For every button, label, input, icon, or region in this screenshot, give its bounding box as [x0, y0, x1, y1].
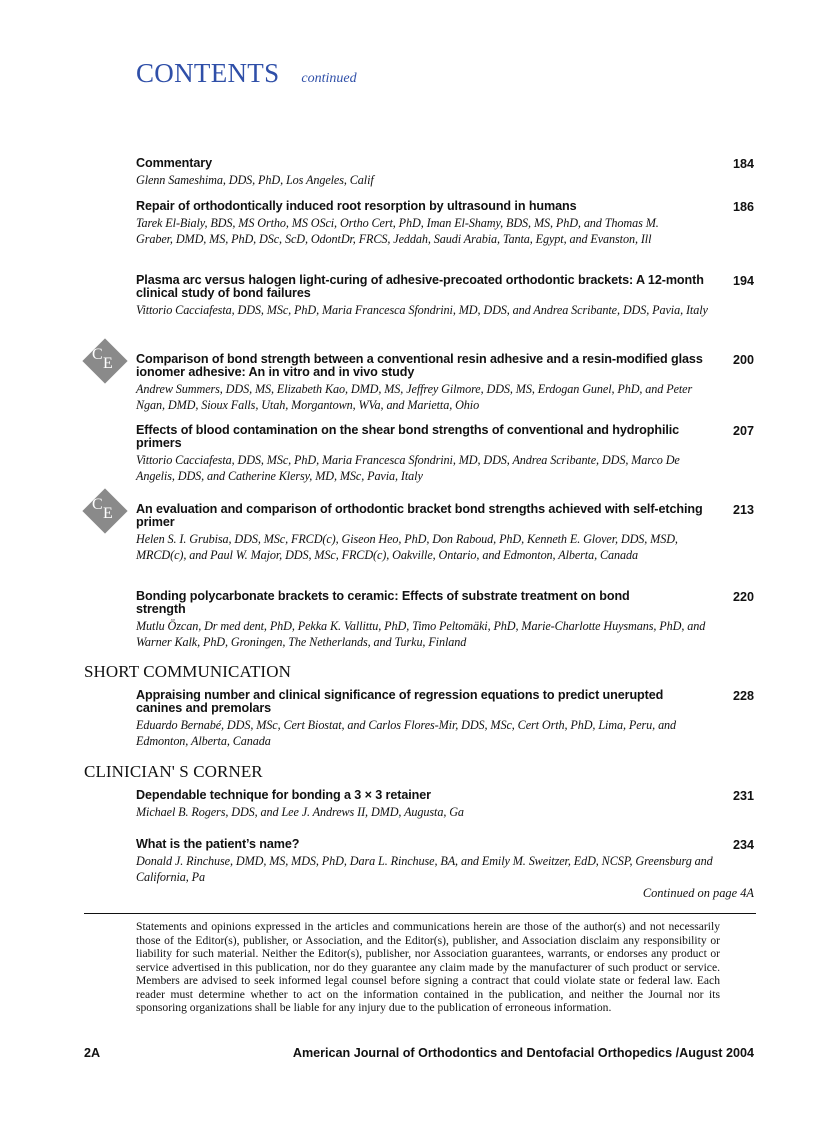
article-title[interactable]: Repair of orthodontically induced root resorption by ultrasound in humans [136, 199, 577, 213]
toc-entry[interactable] [136, 789, 756, 820]
footer-page-number: 2A [84, 1046, 101, 1060]
article-authors: Glenn Sameshima, DDS, PhD, Los Angeles, Calif [136, 173, 374, 187]
toc-entry[interactable] [136, 503, 756, 563]
page-number: 200 [732, 353, 754, 367]
article-authors: Mutlu Özcan, Dr med dent, PhD, Pekka K. Vallittu, PhD, Timo Peltomäki, PhD, Marie-Charlotte Huysmans, PhD, and Warner Kalk, PhD, Groningen, The Netherlands, and Turku, Finland [136, 619, 706, 649]
toc-entry[interactable] [136, 689, 756, 749]
footer-journal-title: American Journal of Orthodontics and Dentofacial Orthopedics /August 2004 [292, 1046, 754, 1060]
toc-entry[interactable] [136, 353, 756, 413]
page-number: 228 [732, 689, 754, 703]
section-heading-clinicians-corner: CLINICIAN' S CORNER [84, 762, 263, 781]
article-authors: Helen S. I. Grubisa, DDS, MSc, FRCD(c), Giseon Heo, PhD, Don Raboud, PhD, Kenneth E. Glover, DDS, MSD, MRCD(c), and Paul W. Major, DDS, MSc, FRCD(c), Oakville, Ontario, and Edmonton, Alberta, Canada [136, 532, 678, 562]
page-number: 207 [732, 424, 754, 438]
page-number: 186 [732, 200, 754, 214]
page-number: 194 [732, 274, 754, 288]
article-authors: Vittorio Cacciafesta, DDS, MSc, PhD, Maria Francesca Sfondrini, MD, DDS, and Andrea Scribante, DDS, Pavia, Italy [136, 303, 708, 317]
page-number: 234 [732, 838, 754, 852]
toc-entry[interactable] [136, 838, 756, 885]
ce-credit-icon: C E [82, 338, 128, 384]
article-authors: Andrew Summers, DDS, MS, Elizabeth Kao, DMD, MS, Jeffrey Gilmore, DDS, MS, Erdogan Gunel, PhD, and Peter Ngan, DMD, Sioux Falls, Utah, Morgantown, WVa, and Marietta, Ohio [136, 382, 693, 412]
article-title[interactable]: Plasma arc versus halogen light-curing of adhesive-precoated orthodontic brackets: A 12-month clinical study of bond failures [136, 273, 704, 300]
page-number: 184 [732, 157, 754, 171]
article-authors: Eduardo Bernabé, DDS, MSc, Cert Biostat, and Carlos Flores-Mir, DDS, MSc, Cert Orth, PhD, Lima, Peru, and Edmonton, Alberta, Canada [136, 718, 677, 748]
article-authors: Donald J. Rinchuse, DMD, MS, MDS, PhD, Dara L. Rinchuse, BA, and Emily M. Sweitzer, EdD, NCSP, Greensburg and California, Pa [136, 854, 713, 884]
article-authors: Tarek El-Bialy, BDS, MS Ortho, MS OSci, Ortho Cert, PhD, Iman El-Shamy, BDS, MS, PhD, and Thomas M. Graber, DMD, MS, PhD, DSc, ScD, OdontDr, FRCS, Jeddah, Saudi Arabia, Tanta, Egypt, and Evanston, Ill [136, 216, 659, 246]
toc-entry[interactable] [136, 590, 756, 650]
article-title[interactable]: Commentary [136, 156, 212, 170]
toc-entry[interactable] [136, 274, 756, 318]
page-number: 231 [732, 789, 754, 803]
page-header [136, 58, 357, 89]
toc-entry[interactable] [136, 157, 756, 188]
continued-note: Continued on page 4A [642, 886, 754, 900]
article-title[interactable]: Bonding polycarbonate brackets to ceramic: Effects of substrate treatment on bond strength [136, 589, 630, 616]
article-title[interactable]: Effects of blood contamination on the shear bond strengths of conventional and hydrophilic primers [136, 423, 680, 450]
toc-entry[interactable] [136, 424, 756, 484]
disclaimer-text: Statements and opinions expressed in the articles and communications herein are those of the author(s) and not necessarily those of the Editor(s), publisher, or Association, and the Editor(s), publisher, and Association disclaim any responsibility or liability for such material. Neither the Editor(s), publisher, nor Association guarantees, warrants, or endorses any product or service advertised in this publication, nor do they guarantee any claim made by the manufacturer of such product or service. Members are advised to seek informed legal counsel before signing a contract that could violate state or federal law. Each reader must determine whether to act on the information contained in the publication, and neither the Journal nor its sponsoring organizations shall be liable for any injury due to the publication of erroneous information. [136, 920, 720, 1014]
toc-entry[interactable] [136, 200, 756, 247]
divider [84, 913, 756, 914]
page-number: 213 [732, 503, 754, 517]
article-title[interactable]: Comparison of bond strength between a conventional resin adhesive and a resin-modified glass ionomer adhesive: An in vitro and in vivo study [136, 352, 703, 379]
article-title[interactable]: What is the patient’s name? [136, 837, 300, 851]
article-title[interactable]: Appraising number and clinical significance of regression equations to predict unerupted canines and premolars [136, 688, 664, 715]
ce-credit-icon: C E [82, 488, 128, 534]
article-title[interactable]: An evaluation and comparison of orthodontic bracket bond strengths achieved with self-etching primer [136, 502, 703, 529]
page-title: CONTENTS [136, 58, 280, 88]
article-authors: Vittorio Cacciafesta, DDS, MSc, PhD, Maria Francesca Sfondrini, MD, DDS, Andrea Scribante, DDS, Marco De Angelis, DDS, and Catherine Klersy, MD, MSc, Pavia, Italy [136, 453, 680, 483]
page-number: 220 [732, 590, 754, 604]
section-heading-short-communication: SHORT COMMUNICATION [84, 662, 291, 681]
page-subtitle: continued [301, 71, 357, 86]
article-authors: Michael B. Rogers, DDS, and Lee J. Andrews II, DMD, Augusta, Ga [136, 805, 464, 819]
article-title[interactable]: Dependable technique for bonding a 3 × 3 retainer [136, 788, 431, 802]
